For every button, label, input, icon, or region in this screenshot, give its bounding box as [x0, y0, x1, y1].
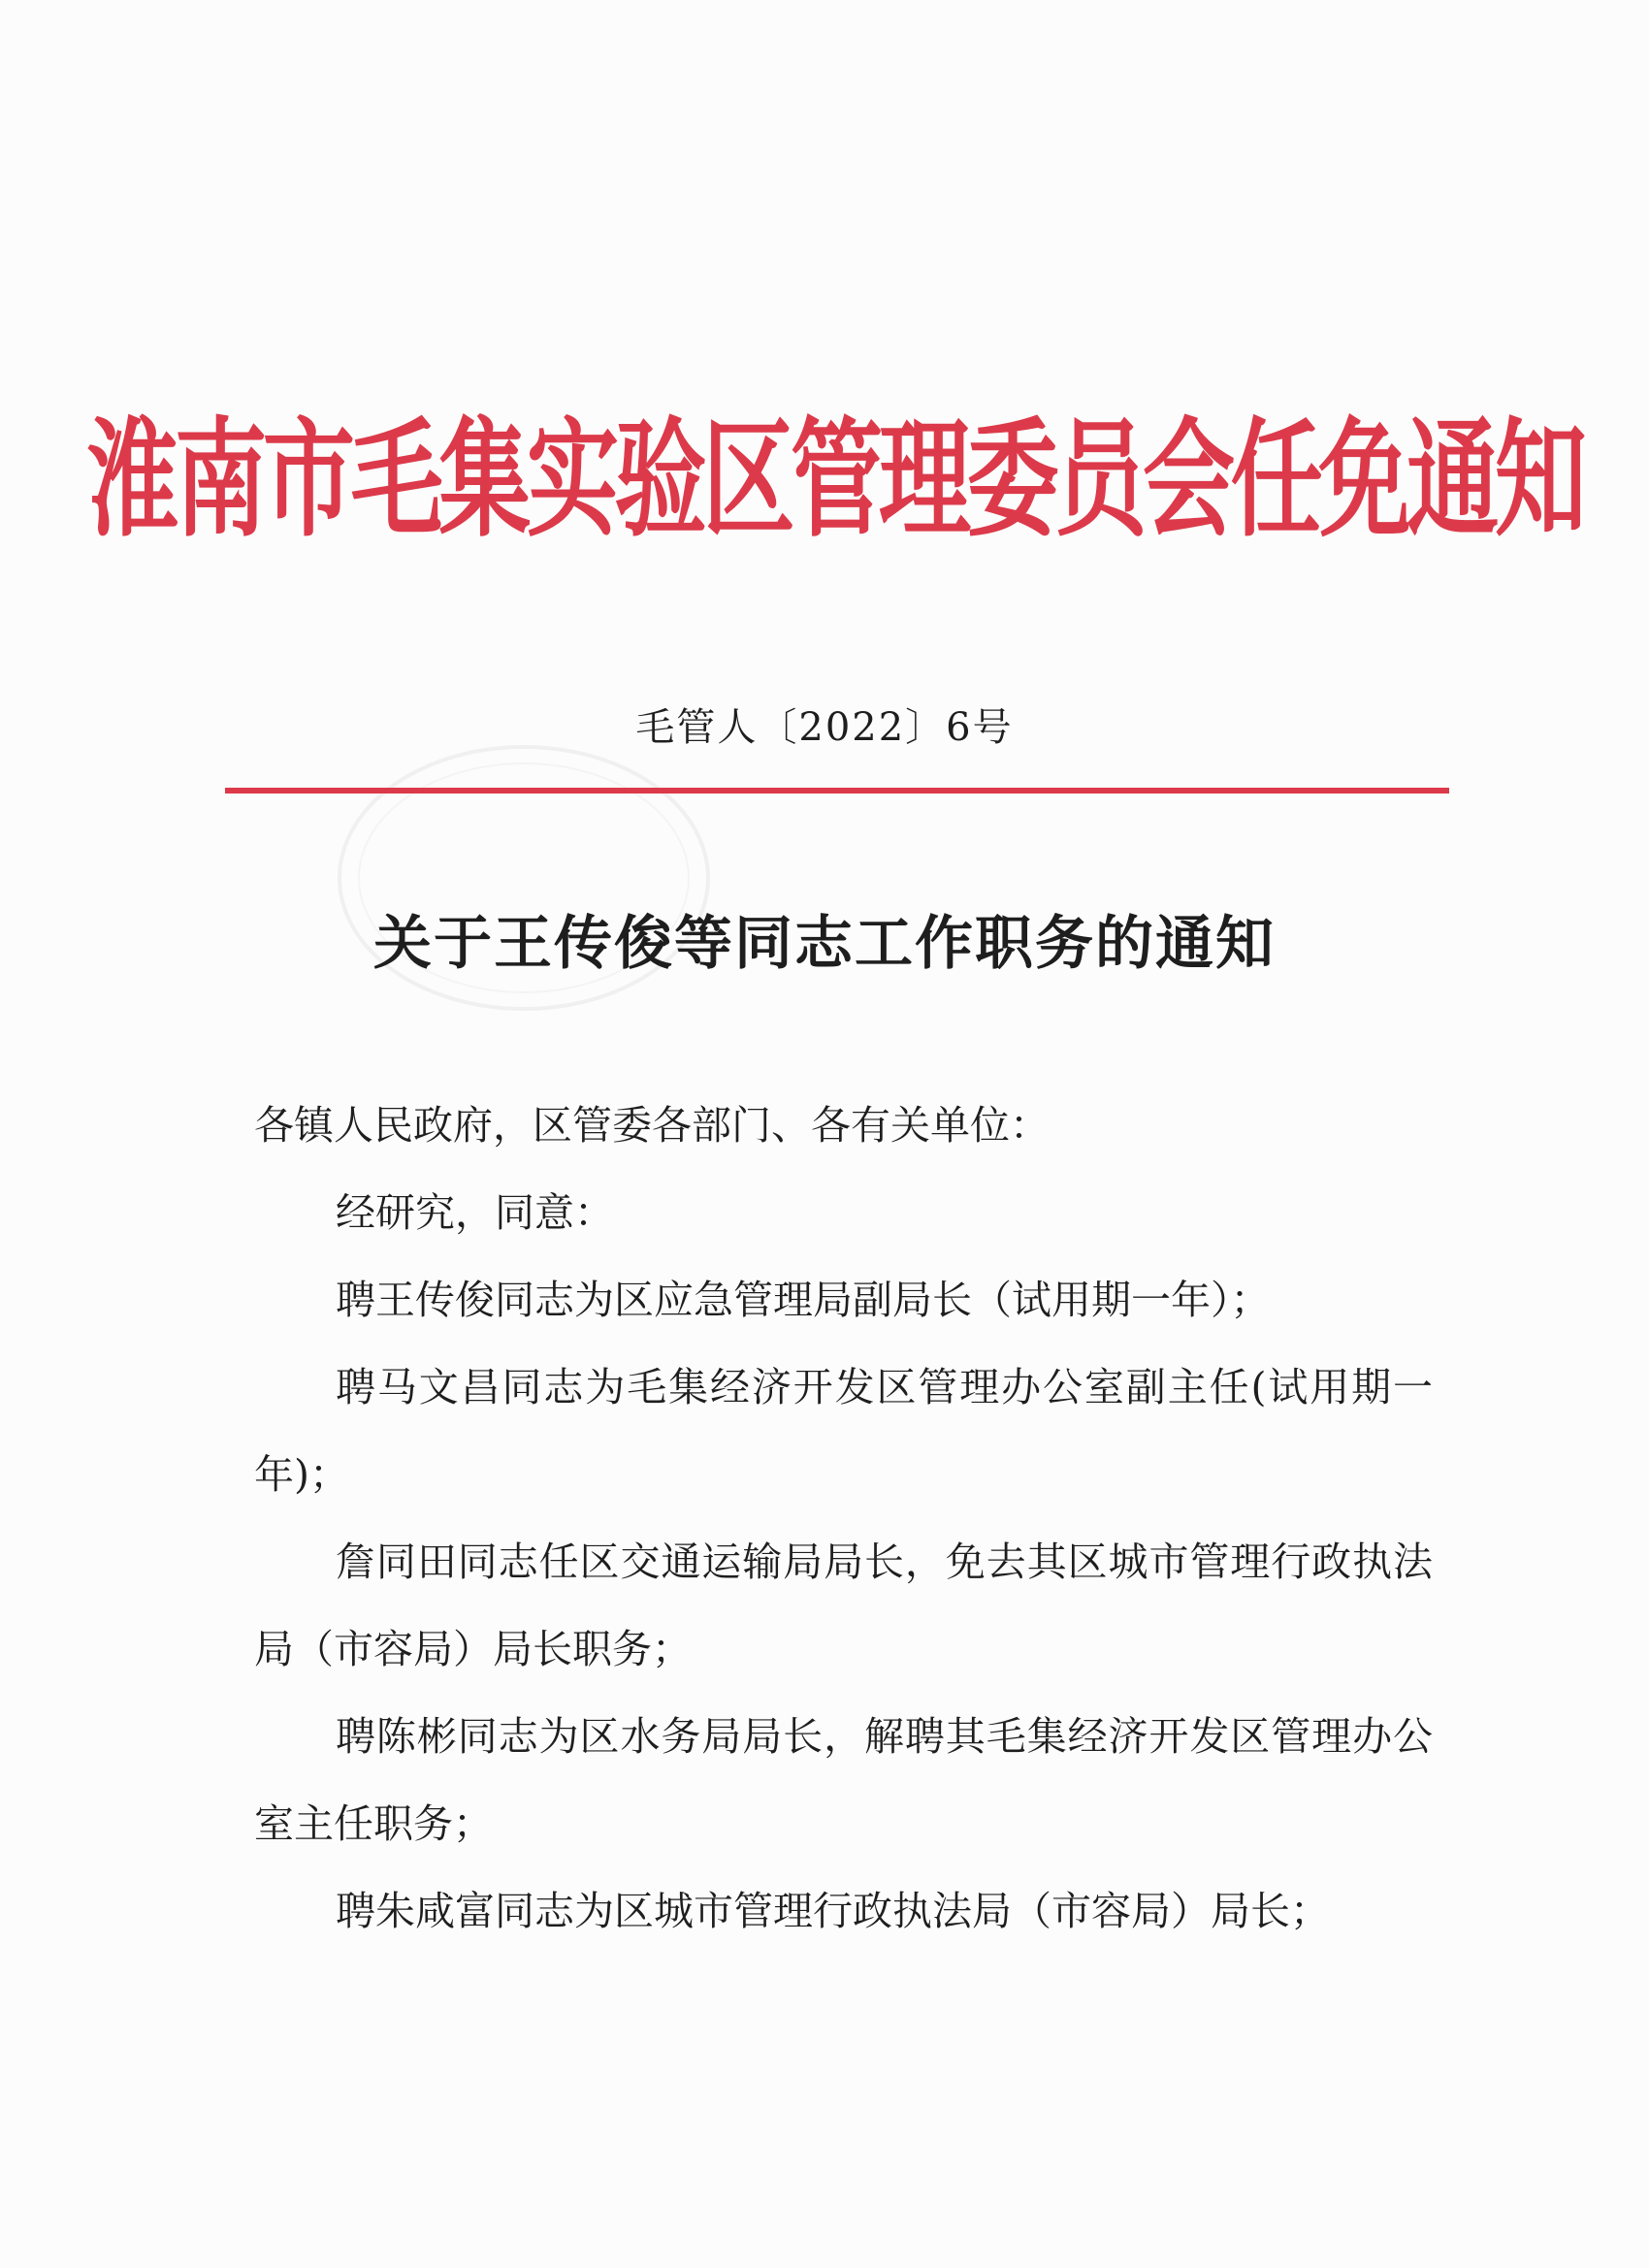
bleed-through-text [543, 308, 970, 362]
document-number: 毛管人〔2022〕6号 [635, 705, 1014, 750]
red-masthead-title: 淮南市毛集实验区管理委员会任免通知 [86, 405, 1583, 555]
body-paragraph: 聘陈彬同志为区水务局局长，解聘其毛集经济开发区管理办公室主任职务； [254, 1713, 1433, 1847]
body-paragraph: 聘马文昌同志为毛集经济开发区管理办公室副主任(试用期一年)； [254, 1364, 1433, 1498]
body-paragraph: 詹同田同志任区交通运输局局长，免去其区城市管理行政执法局（市容局）局长职务； [254, 1539, 1433, 1672]
notice-title: 关于王传俊等同志工作职务的通知 [373, 910, 1276, 978]
notice-body [254, 1082, 1433, 1955]
body-paragraph: 聘王传俊同志为区应急管理局副局长（试用期一年）； [336, 1277, 1271, 1323]
red-divider-line [225, 788, 1449, 794]
salutation: 各镇人民政府，区管委各部门、各有关单位： [254, 1102, 1050, 1149]
body-paragraph: 聘朱咸富同志为区城市管理行政执法局（市容局）局长； [336, 1888, 1330, 1934]
body-paragraph: 经研究，同意： [336, 1189, 614, 1236]
